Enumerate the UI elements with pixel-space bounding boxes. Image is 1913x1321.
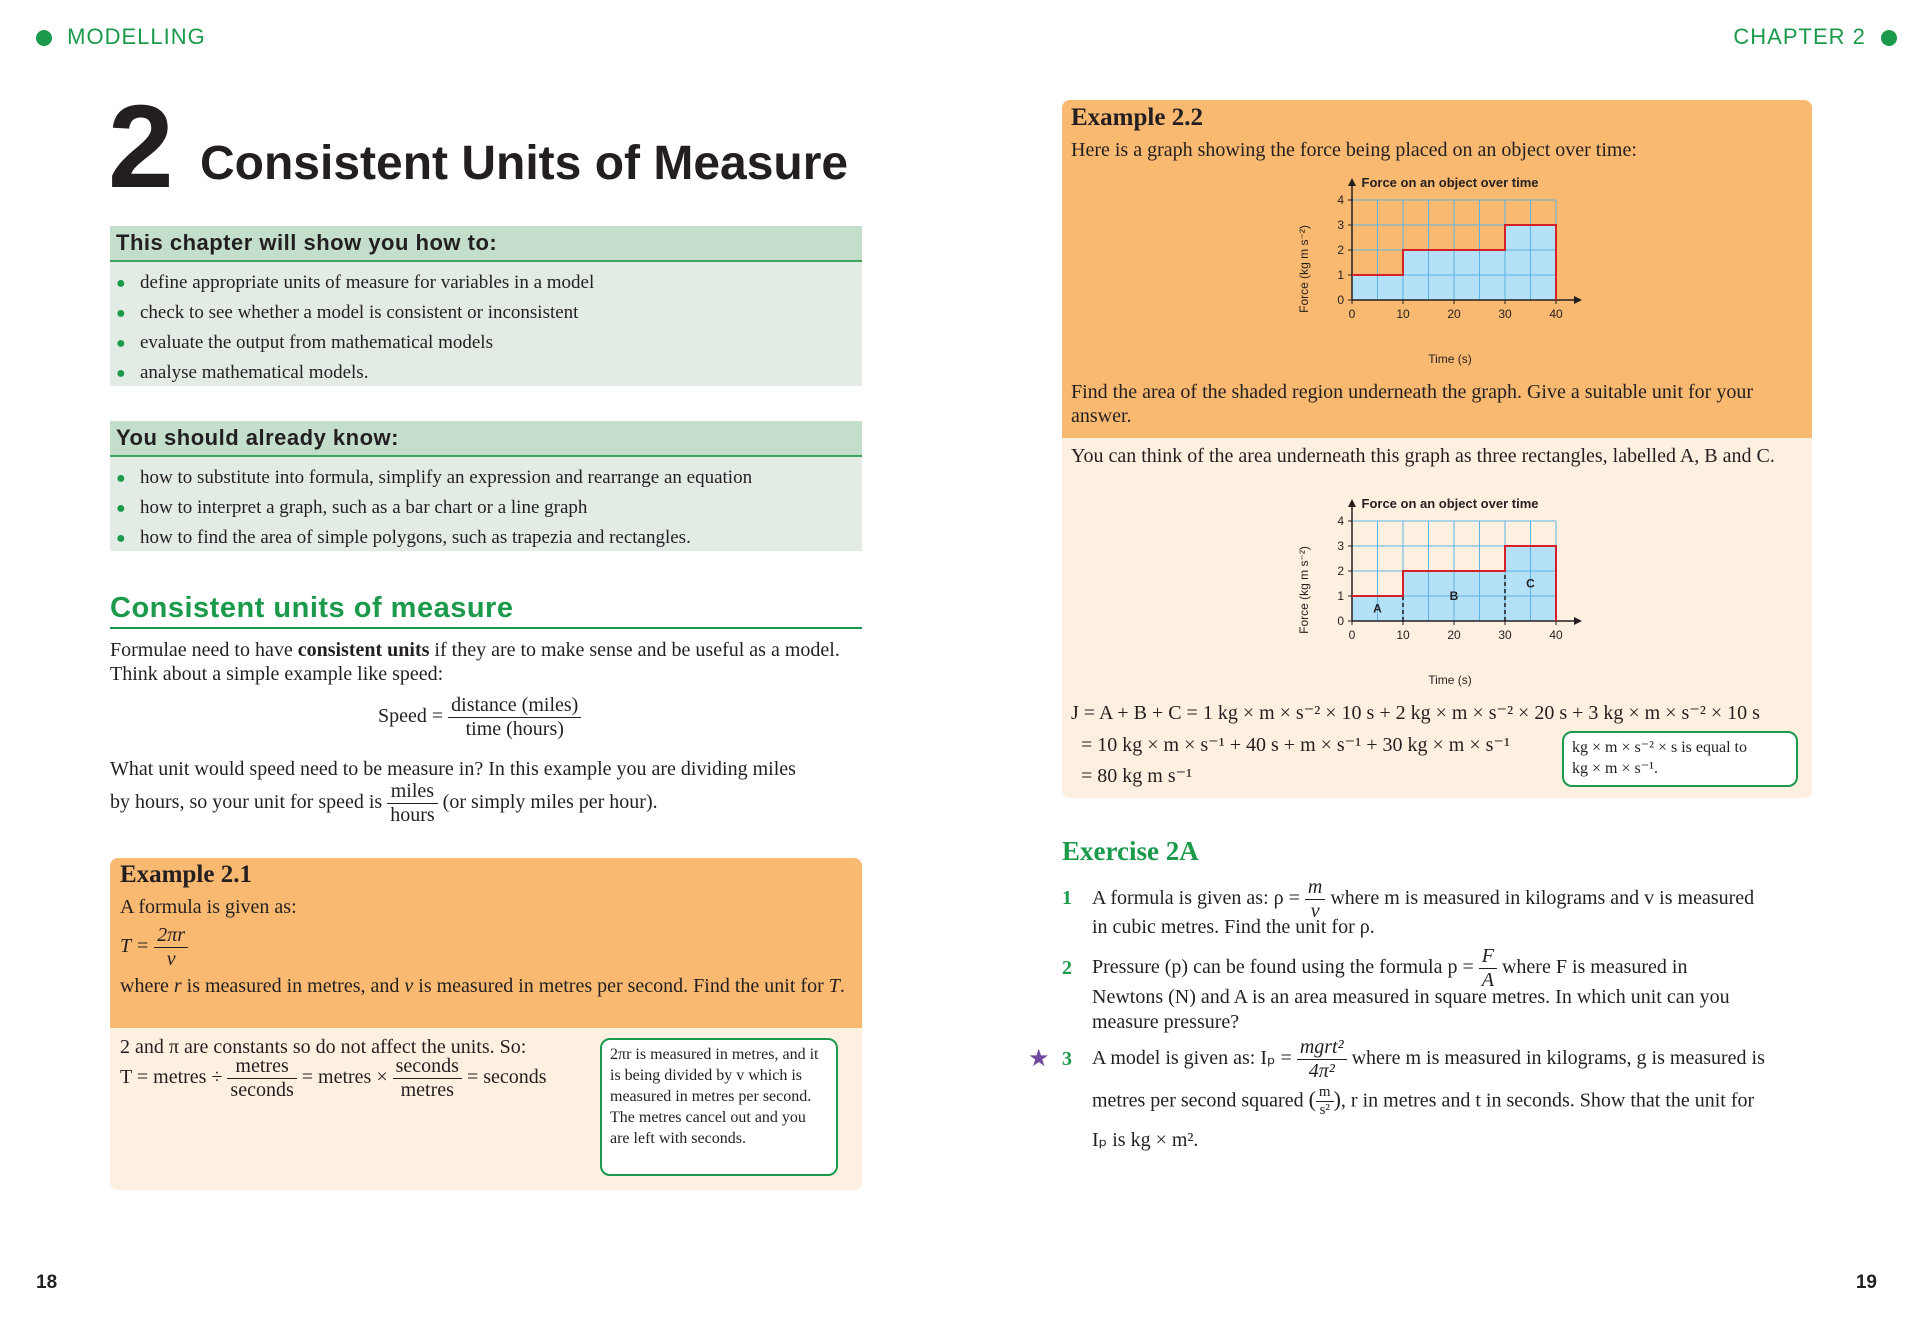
example-2-2-title: Example 2.2 — [1071, 104, 1203, 131]
x-axis-arrow-icon — [1574, 617, 1582, 625]
prior-knowledge-list — [110, 457, 862, 561]
bullet-icon: ● — [116, 335, 126, 352]
exercise-title: Exercise 2A — [1062, 836, 1199, 866]
question-3-line-3: Iₚ is kg × m². — [1092, 1129, 1199, 1151]
example-2-2-question: Find the area of the shaded region underneath the graph. Give a suitable unit for your answer. — [1071, 381, 1754, 427]
y-tick-label: 0 — [1337, 614, 1344, 628]
list-item: ● analyse mathematical models. — [116, 358, 862, 388]
question-1-line-1: A formula is given as: ρ = $\frac{m}{v}$ where m is measured in kilograms and v is measured — [1092, 876, 1755, 922]
challenge-star-icon: ★ — [1028, 1045, 1050, 1072]
prior-knowledge-box — [110, 421, 862, 551]
x-tick-label: 30 — [1498, 628, 1512, 642]
question-number: 3 — [1062, 1048, 1072, 1070]
bullet-dot-icon — [36, 30, 52, 46]
y-tick-label: 4 — [1337, 193, 1344, 207]
chart-x-label: Time (s) — [1428, 352, 1472, 366]
y-tick-label: 3 — [1337, 539, 1344, 553]
prior-knowledge-heading: You should already know: — [110, 421, 862, 457]
speed-label: Speed = — [378, 705, 444, 728]
chart-title: Force on an object over time — [1361, 496, 1539, 511]
chart-x-label: Time (s) — [1428, 673, 1472, 687]
question-2-line-2: Newtons (N) and A is an area measured in square metres. In which unit can you — [1092, 986, 1730, 1008]
example-2-1-formula: T = $\frac{2\pi r}{v}$ — [120, 924, 188, 971]
y-tick-label: 1 — [1337, 268, 1344, 282]
example-2-1-solution-line-1: 2 and π are constants so do not affect the units. So: — [120, 1036, 527, 1058]
list-item: ● how to substitute into formula, simplify an expression and rearrange an equation — [116, 463, 862, 493]
question-number: 1 — [1062, 887, 1072, 909]
bullet-icon: ● — [116, 500, 126, 517]
section-paragraph-2b: by hours, so your unit for speed is $\frac{\text{miles}}{\text{hours}}$ (or simply miles per hour). — [110, 780, 658, 826]
x-tick-label: 10 — [1396, 307, 1410, 321]
objectives-box — [110, 226, 862, 386]
page-number-right: 19 — [1855, 1272, 1877, 1293]
y-tick-label: 1 — [1337, 589, 1344, 603]
chart-title: Force on an object over time — [1361, 175, 1539, 190]
x-tick-label: 30 — [1498, 307, 1512, 321]
objectives-list — [110, 262, 862, 396]
objectives-heading: This chapter will show you how to: — [110, 226, 862, 262]
y-axis-arrow-icon — [1348, 499, 1356, 507]
x-tick-label: 40 — [1549, 307, 1563, 321]
speed-fraction: $\frac{\text{distance (miles)}}{\text{time (hours)}}$ — [448, 694, 581, 741]
running-header-left — [36, 24, 206, 50]
chapter-number: 2 — [108, 81, 172, 213]
y-tick-label: 4 — [1337, 514, 1344, 528]
x-tick-label: 20 — [1447, 307, 1461, 321]
example-2-2-intro: Here is a graph showing the force being placed on an object over time: — [1071, 139, 1637, 161]
section-paragraph-2: What unit would speed need to be measure in? In this example you are dividing miles — [110, 758, 796, 780]
page-number-left: 18 — [36, 1272, 58, 1293]
example-2-2-equation-2: = 10 kg × m × s⁻¹ + 40 s + m × s⁻¹ + 30 kg × m × s⁻¹ — [1081, 734, 1510, 756]
x-tick-label: 0 — [1348, 307, 1356, 321]
bullet-icon: ● — [116, 305, 126, 322]
bullet-dot-icon — [1881, 30, 1897, 46]
list-item: ● evaluate the output from mathematical models — [116, 328, 862, 358]
running-header-right — [1733, 24, 1897, 50]
bullet-icon: ● — [116, 530, 126, 547]
y-tick-label: 3 — [1337, 218, 1344, 232]
x-tick-label: 10 — [1396, 628, 1410, 642]
example-2-2-equation-1: J = A + B + C = 1 kg × m × s⁻² × 10 s + 2 kg × m × s⁻² × 20 s + 3 kg × m × s⁻² × 10 s — [1071, 702, 1760, 724]
list-item: ● how to interpret a graph, such as a bar chart or a line graph — [116, 493, 862, 523]
force-chart-1 — [1290, 170, 1600, 370]
chart-y-label: Force (kg m s⁻²) — [1297, 546, 1311, 634]
question-2-line-3: measure pressure? — [1092, 1011, 1240, 1033]
example-2-1-title: Example 2.1 — [120, 861, 252, 888]
chapter-title: Consistent Units of Measure — [200, 137, 849, 190]
question-3-line-2: metres per second squared ( $\frac{m}{\text{s²}}$ ), r in metres and t in seconds. Show that the unit for — [1092, 1084, 1755, 1119]
y-tick-label: 2 — [1337, 564, 1344, 578]
question-2-line-1: Pressure (p) can be found using the formula p = $\frac{F}{A}$ where F is measured in — [1092, 945, 1688, 991]
chapter-label: CHAPTER 2 — [1733, 24, 1866, 49]
example-2-1-note: 2πr is measured in metres, and it is being divided by v which is measured in metres per second. The metres cancel out and you are left with seconds. — [600, 1038, 838, 1176]
force-chart-2 — [1290, 491, 1600, 691]
bullet-icon: ● — [116, 365, 126, 382]
example-2-2-solution-intro: You can think of the area underneath this graph as three rectangles, labelled A, B and C. — [1071, 445, 1775, 467]
example-2-2-equation-3: = 80 kg m s⁻¹ — [1081, 765, 1193, 787]
example-2-1-where: where r is measured in metres, and v is measured in metres per second. Find the unit for T. — [120, 975, 845, 997]
region-label: B — [1449, 589, 1459, 603]
region-label: C — [1526, 576, 1535, 591]
question-1-line-2: in cubic metres. Find the unit for ρ. — [1092, 916, 1375, 938]
question-3-line-1: A model is given as: Iₚ = $\frac{\text{mgrt²}}{\text{4π²}}$ where m is measured in kilograms, g is measured is — [1092, 1036, 1765, 1082]
x-axis-arrow-icon — [1574, 296, 1582, 304]
list-item: ● how to find the area of simple polygons, such as trapezia and rectangles. — [116, 523, 862, 553]
y-axis-arrow-icon — [1348, 178, 1356, 186]
section-title: Consistent units of measure — [110, 592, 862, 629]
example-2-2-note: kg × m × s⁻² × s is equal to kg × m × s⁻¹. — [1562, 731, 1798, 787]
bullet-icon: ● — [116, 275, 126, 292]
x-tick-label: 40 — [1549, 628, 1563, 642]
section-paragraph-1: Formulae need to have consistent units if they are to make sense and be useful as a model. Think about a simple example like speed: — [110, 639, 840, 685]
region-label: A — [1373, 601, 1382, 616]
section-label: MODELLING — [67, 24, 206, 49]
list-item: ● define appropriate units of measure for variables in a model — [116, 268, 862, 298]
y-tick-label: 2 — [1337, 243, 1344, 257]
y-tick-label: 0 — [1337, 293, 1344, 307]
miles-per-hour-fraction: $\frac{\text{miles}}{\text{hours}}$ — [387, 780, 437, 827]
question-number: 2 — [1062, 957, 1072, 979]
example-2-1-intro: A formula is given as: — [120, 896, 297, 918]
example-2-1-solution-line-2: T = metres ÷ $\frac{\text{metres}}{\text{seconds}}$ = metres × $\frac{\text{seconds}}{\text{metres}}$ = seconds — [120, 1055, 547, 1101]
bullet-icon: ● — [116, 470, 126, 487]
x-tick-label: 20 — [1447, 628, 1461, 642]
speed-formula — [378, 694, 581, 741]
x-tick-label: 0 — [1348, 628, 1356, 642]
list-item: ● check to see whether a model is consistent or inconsistent — [116, 298, 862, 328]
chart-y-label: Force (kg m s⁻²) — [1297, 225, 1311, 313]
